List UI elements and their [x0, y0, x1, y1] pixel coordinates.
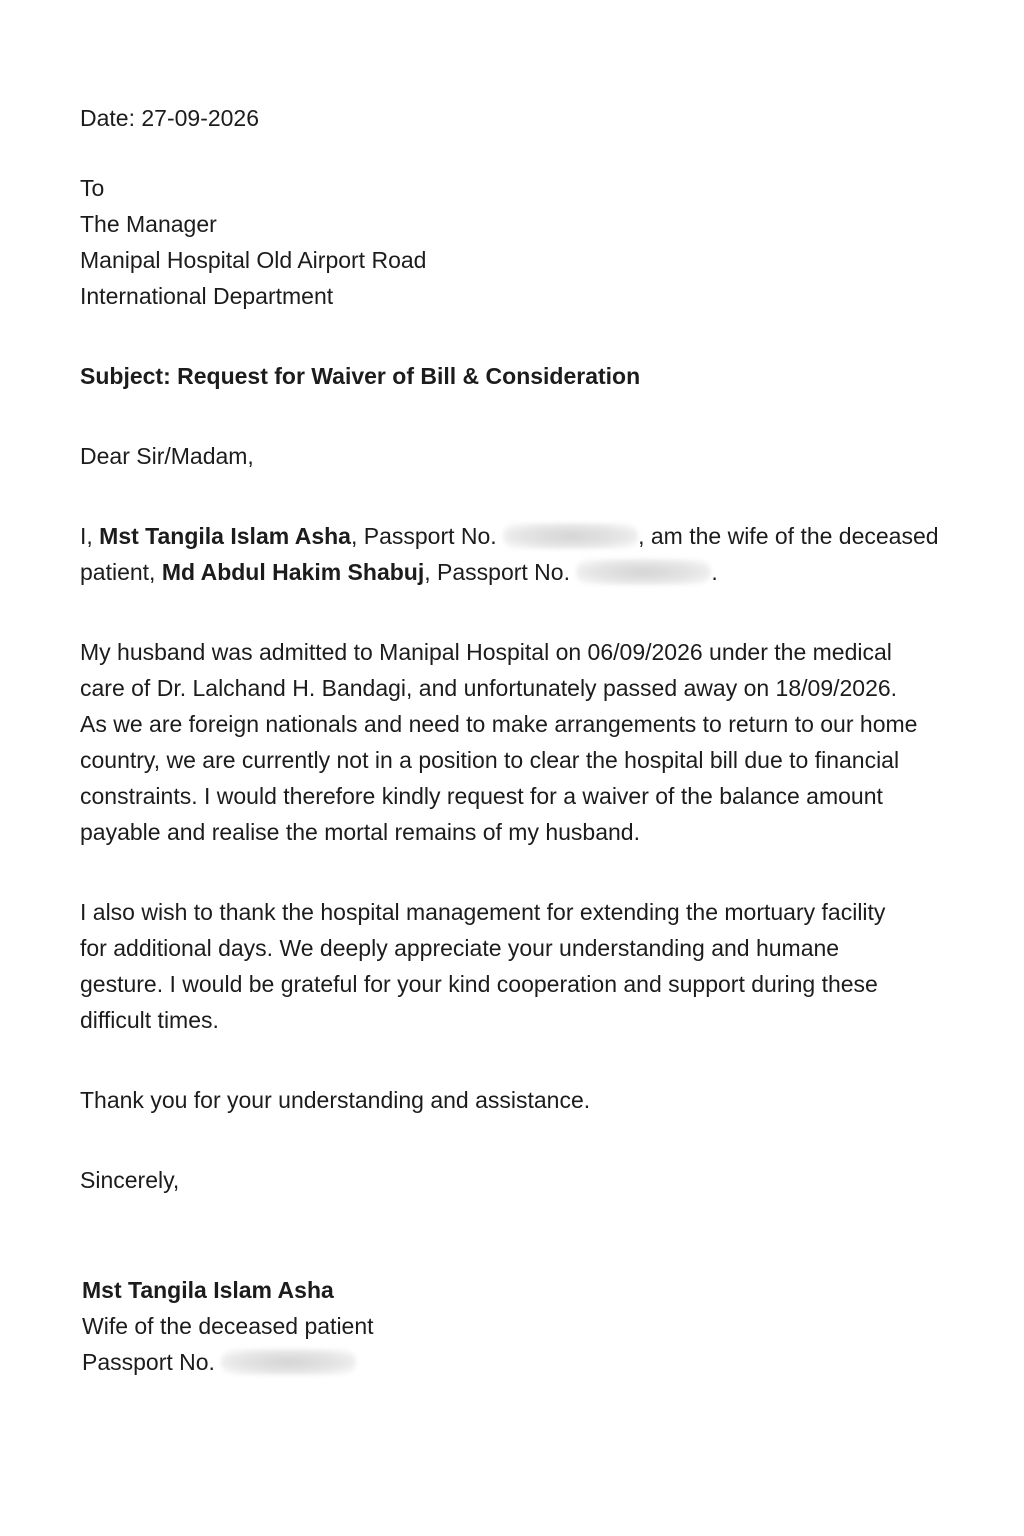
- signature-passport-label: Passport No.: [82, 1349, 222, 1375]
- closing-line: Thank you for your understanding and assistance.: [80, 1087, 591, 1113]
- intro-after-passport: , am the wife of the deceased: [638, 523, 939, 549]
- intro-paragraph: [80, 518, 970, 590]
- signoff: Sincerely,: [80, 1167, 180, 1193]
- intro-line-2: [80, 554, 970, 590]
- redacted-signature-passport-number: [221, 1349, 356, 1375]
- recipient-hospital: Manipal Hospital Old Airport Road: [80, 247, 427, 273]
- para1-line: My husband was admitted to Manipal Hospital on 06/09/2026 under the medical: [80, 639, 892, 665]
- intro-end: .: [711, 559, 718, 585]
- para1-line: constraints. I would therefore kindly request for a waiver of the balance amount: [80, 783, 883, 809]
- recipient-block: [80, 170, 970, 314]
- body-paragraph-2: [80, 894, 970, 1038]
- subject-line: Subject: Request for Waiver of Bill & Consideration: [80, 363, 641, 389]
- para1-line: As we are foreign nationals and need to make arrangements to return to our home: [80, 711, 918, 737]
- patient-name: Md Abdul Hakim Shabuj: [161, 559, 425, 585]
- recipient-to: To: [80, 175, 105, 201]
- letter-date: Date: 27-09-2026: [80, 105, 260, 131]
- para2-line: difficult times.: [80, 1007, 219, 1033]
- signature-name: Mst Tangila Islam Asha: [82, 1277, 334, 1303]
- signature-passport: [82, 1344, 970, 1380]
- para1-line: country, we are currently not in a position to clear the hospital bill due to financial: [80, 747, 900, 773]
- para2-line: for additional days. We deeply appreciate your understanding and humane: [80, 935, 840, 961]
- para2-line: I also wish to thank the hospital management for extending the mortuary facility: [80, 899, 886, 925]
- intro-prefix: I,: [80, 523, 100, 549]
- passport-label: , Passport No.: [350, 523, 504, 549]
- para1-line: care of Dr. Lalchand H. Bandagi, and unfortunately passed away on 18/09/2026.: [80, 675, 898, 701]
- redacted-patient-passport-number: [576, 559, 711, 585]
- signature-block: [82, 1272, 970, 1380]
- para1-line: payable and realise the mortal remains of my husband.: [80, 819, 640, 845]
- letter-body: [80, 100, 970, 1380]
- para2-line: gesture. I would be grateful for your kind cooperation and support during these: [80, 971, 878, 997]
- salutation: Dear Sir/Madam,: [80, 443, 254, 469]
- patient-prefix: patient,: [80, 559, 162, 585]
- wife-name: Mst Tangila Islam Asha: [99, 523, 351, 549]
- recipient-title: The Manager: [80, 211, 217, 237]
- recipient-department: International Department: [80, 283, 334, 309]
- body-paragraph-1: [80, 634, 970, 850]
- signature-role: Wife of the deceased patient: [82, 1313, 374, 1339]
- redacted-passport-number: [503, 523, 638, 549]
- intro-line-1: [80, 518, 970, 554]
- patient-passport-label: , Passport No.: [424, 559, 577, 585]
